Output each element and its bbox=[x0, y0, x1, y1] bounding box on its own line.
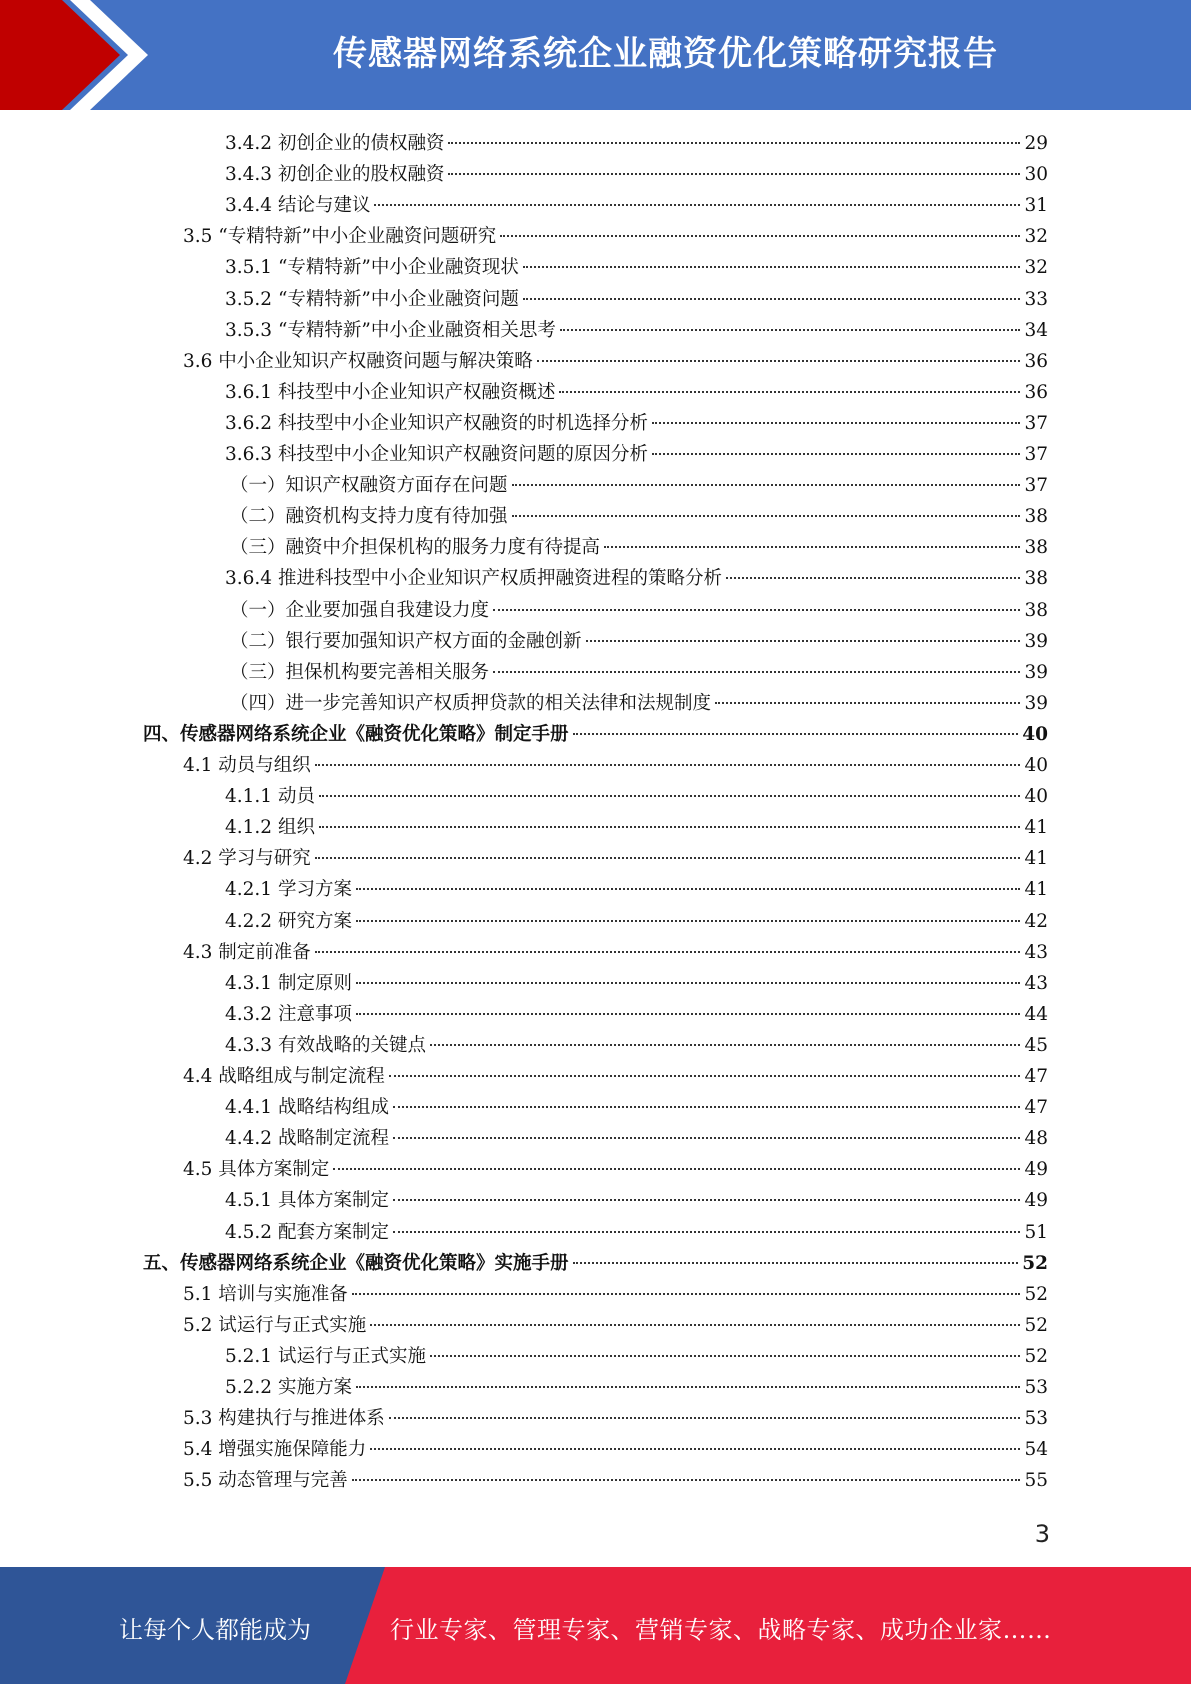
toc-entry-page: 31 bbox=[1024, 195, 1048, 217]
toc-entry-label: 5.2.1 试运行与正式实施 bbox=[225, 1345, 426, 1367]
toc-entry-page: 34 bbox=[1024, 319, 1048, 341]
toc-entry[interactable] bbox=[230, 657, 1048, 688]
toc-entry-label: （四）进一步完善知识产权质押贷款的相关法律和法规制度 bbox=[230, 692, 712, 714]
toc-dot-leader bbox=[430, 1044, 1020, 1046]
toc-entry[interactable] bbox=[225, 1123, 1048, 1154]
toc-entry-label: 3.6.4 推进科技型中小企业知识产权质押融资进程的策略分析 bbox=[225, 568, 722, 590]
toc-dot-leader bbox=[370, 1324, 1020, 1326]
toc-entry-page: 39 bbox=[1024, 692, 1048, 714]
toc-entry-label: （一）知识产权融资方面存在问题 bbox=[230, 475, 508, 497]
toc-entry-label: （三）融资中介担保机构的服务力度有待提高 bbox=[230, 537, 601, 559]
toc-dot-leader bbox=[356, 920, 1021, 922]
toc-entry-page: 54 bbox=[1024, 1439, 1048, 1461]
toc-dot-leader bbox=[573, 1262, 1019, 1264]
toc-entry[interactable] bbox=[225, 1372, 1048, 1403]
toc-dot-leader bbox=[586, 640, 1021, 642]
toc-entry[interactable] bbox=[230, 626, 1048, 657]
toc-entry[interactable] bbox=[230, 595, 1048, 626]
toc-dot-leader bbox=[352, 1293, 1021, 1295]
toc-entry-label: 4.3.2 注意事项 bbox=[225, 1003, 352, 1025]
toc-entry-page: 36 bbox=[1024, 350, 1048, 372]
toc-entry[interactable] bbox=[225, 1217, 1048, 1248]
toc-entry-label: （三）担保机构要完善相关服务 bbox=[230, 661, 490, 683]
toc-dot-leader bbox=[537, 360, 1021, 362]
toc-entry-label: 4.3.3 有效战略的关键点 bbox=[225, 1034, 426, 1056]
toc-entry-page: 38 bbox=[1024, 537, 1048, 559]
toc-entry-label: 3.4.2 初创企业的债权融资 bbox=[225, 133, 445, 154]
toc-entry-page: 41 bbox=[1024, 848, 1048, 870]
toc-entry-label: 4.5.1 具体方案制定 bbox=[225, 1190, 389, 1212]
toc-dot-leader bbox=[715, 702, 1020, 704]
toc-entry[interactable] bbox=[225, 159, 1048, 190]
toc-dot-leader bbox=[559, 391, 1020, 393]
toc-entry[interactable] bbox=[225, 968, 1048, 999]
toc-entry-label: 4.4.1 战略结构组成 bbox=[225, 1097, 389, 1119]
toc-entry-label: 5.2.2 实施方案 bbox=[225, 1377, 352, 1398]
toc-entry-label: （一）企业要加强自我建设力度 bbox=[230, 599, 490, 621]
toc-entry-label: 3.6 中小企业知识产权融资问题与解决策略 bbox=[183, 350, 533, 372]
toc-entry-label: 4.2.2 研究方案 bbox=[225, 910, 352, 932]
toc-entry-page: 40 bbox=[1022, 723, 1048, 745]
toc-entry[interactable] bbox=[225, 1030, 1048, 1061]
toc-entry[interactable] bbox=[183, 346, 1048, 377]
toc-entry-label: 4.2 学习与研究 bbox=[183, 848, 311, 870]
toc-entry-label: 4.3 制定前准备 bbox=[183, 941, 311, 963]
toc-entry-page: 36 bbox=[1024, 381, 1048, 403]
toc-entry[interactable] bbox=[183, 1434, 1048, 1465]
toc-dot-leader bbox=[500, 235, 1020, 237]
toc-entry-page: 47 bbox=[1024, 1097, 1048, 1119]
toc-entry-page: 43 bbox=[1024, 941, 1048, 963]
toc-entry-page: 29 bbox=[1024, 133, 1048, 154]
toc-entry-label: 3.5.2 “专精特新”中小企业融资问题 bbox=[225, 288, 519, 310]
toc-entry-page: 48 bbox=[1024, 1128, 1048, 1150]
toc-entry-page: 37 bbox=[1024, 475, 1048, 497]
toc-entry-label: 5.2 试运行与正式实施 bbox=[183, 1314, 367, 1336]
toc-entry[interactable] bbox=[183, 843, 1048, 874]
toc-entry[interactable] bbox=[230, 688, 1048, 719]
toc-entry[interactable] bbox=[225, 1185, 1048, 1216]
toc-dot-leader bbox=[448, 142, 1020, 144]
toc-dot-leader bbox=[393, 1199, 1020, 1201]
toc-entry-page: 49 bbox=[1024, 1159, 1048, 1181]
toc-entry[interactable] bbox=[143, 719, 1048, 750]
footer-slogan-right: 行业专家、管理专家、营销专家、战略专家、成功企业家…… bbox=[390, 1616, 1052, 1644]
toc-entry[interactable] bbox=[183, 1403, 1048, 1434]
toc-dot-leader bbox=[319, 826, 1021, 828]
header-banner bbox=[0, 0, 1191, 110]
toc-entry-label: 4.3.1 制定原则 bbox=[225, 972, 352, 994]
toc-entry[interactable] bbox=[225, 812, 1048, 843]
toc-entry-label: 3.6.2 科技型中小企业知识产权融资的时机选择分析 bbox=[225, 412, 648, 434]
toc-dot-leader bbox=[370, 1448, 1020, 1450]
toc-entry-page: 37 bbox=[1024, 444, 1048, 465]
toc-entry-page: 53 bbox=[1024, 1408, 1048, 1430]
toc-entry[interactable] bbox=[225, 1341, 1048, 1372]
toc-entry[interactable] bbox=[143, 1248, 1048, 1279]
toc-entry-page: 55 bbox=[1024, 1470, 1048, 1492]
toc-entry[interactable] bbox=[183, 1061, 1048, 1092]
toc-entry[interactable] bbox=[230, 532, 1048, 563]
toc-entry[interactable] bbox=[225, 906, 1048, 937]
toc-dot-leader bbox=[374, 204, 1020, 206]
toc-dot-leader bbox=[493, 671, 1020, 673]
toc-dot-leader bbox=[356, 982, 1021, 984]
toc-entry-page: 52 bbox=[1024, 1283, 1048, 1305]
toc-entry-label: 4.4.2 战略制定流程 bbox=[225, 1128, 389, 1150]
toc-dot-leader bbox=[512, 515, 1021, 517]
toc-entry-label: （二）融资机构支持力度有待加强 bbox=[230, 506, 508, 528]
toc-dot-leader bbox=[523, 298, 1021, 300]
toc-entry[interactable] bbox=[183, 1465, 1048, 1496]
toc-entry-page: 39 bbox=[1024, 630, 1048, 652]
toc-entry-page: 52 bbox=[1022, 1252, 1048, 1274]
toc-entry-page: 38 bbox=[1024, 568, 1048, 590]
toc-dot-leader bbox=[652, 422, 1020, 424]
toc-entry[interactable] bbox=[225, 781, 1048, 812]
toc-entry[interactable] bbox=[230, 470, 1048, 501]
toc-dot-leader bbox=[430, 1355, 1020, 1357]
toc-entry[interactable] bbox=[230, 501, 1048, 532]
toc-entry-page: 38 bbox=[1024, 506, 1048, 528]
toc-dot-leader bbox=[315, 764, 1021, 766]
toc-dot-leader bbox=[356, 1013, 1021, 1015]
toc-entry-page: 42 bbox=[1024, 910, 1048, 932]
toc-dot-leader bbox=[726, 577, 1020, 579]
toc-dot-leader bbox=[356, 888, 1021, 890]
toc-entry-page: 32 bbox=[1024, 257, 1048, 279]
toc-entry-label: 4.4 战略组成与制定流程 bbox=[183, 1066, 385, 1087]
document-title: 传感器网络系统企业融资优化策略研究报告 bbox=[333, 34, 998, 74]
toc-dot-leader bbox=[512, 484, 1021, 486]
toc-entry-page: 37 bbox=[1024, 412, 1048, 434]
toc-entry-label: 4.5 具体方案制定 bbox=[183, 1159, 330, 1181]
toc-entry-page: 33 bbox=[1024, 288, 1048, 310]
toc-entry-label: 3.6.3 科技型中小企业知识产权融资问题的原因分析 bbox=[225, 444, 648, 465]
toc-entry-page: 40 bbox=[1024, 786, 1048, 808]
toc-entry[interactable] bbox=[183, 937, 1048, 968]
toc-entry[interactable] bbox=[183, 221, 1048, 252]
toc-entry-label: 4.1 动员与组织 bbox=[183, 755, 311, 776]
toc-entry-page: 41 bbox=[1024, 817, 1048, 839]
toc-dot-leader bbox=[389, 1075, 1021, 1077]
toc-entry[interactable] bbox=[225, 190, 1048, 221]
toc-entry-label: 5.5 动态管理与完善 bbox=[183, 1470, 348, 1492]
toc-entry-label: 3.4.4 结论与建议 bbox=[225, 195, 371, 217]
toc-entry-page: 45 bbox=[1024, 1034, 1048, 1056]
toc-dot-leader bbox=[333, 1168, 1020, 1170]
toc-entry-page: 52 bbox=[1024, 1345, 1048, 1367]
toc-dot-leader bbox=[315, 857, 1021, 859]
toc-entry[interactable] bbox=[183, 1279, 1048, 1310]
toc-entry[interactable] bbox=[183, 750, 1048, 781]
toc-entry[interactable] bbox=[225, 315, 1048, 346]
toc-dot-leader bbox=[604, 546, 1020, 548]
toc-dot-leader bbox=[493, 609, 1020, 611]
toc-entry-label: 5.3 构建执行与推进体系 bbox=[183, 1408, 385, 1430]
toc-entry-label: 4.1.1 动员 bbox=[225, 786, 315, 808]
toc-entry[interactable] bbox=[225, 377, 1048, 408]
toc-dot-leader bbox=[393, 1231, 1020, 1233]
toc-entry-label: 4.1.2 组织 bbox=[225, 817, 315, 839]
toc-entry-page: 40 bbox=[1024, 755, 1048, 776]
toc-entry-label: （二）银行要加强知识产权方面的金融创新 bbox=[230, 630, 582, 652]
footer-slogan-left: 让每个人都能成为 bbox=[119, 1616, 311, 1644]
toc-entry[interactable] bbox=[225, 439, 1048, 470]
toc-entry-page: 39 bbox=[1024, 661, 1048, 683]
toc-entry-label: 4.5.2 配套方案制定 bbox=[225, 1221, 389, 1243]
toc-dot-leader bbox=[573, 733, 1019, 735]
toc-entry-page: 47 bbox=[1024, 1066, 1048, 1087]
toc-entry-page: 38 bbox=[1024, 599, 1048, 621]
toc-entry-label: 五、传感器网络系统企业《融资优化策略》实施手册 bbox=[143, 1252, 569, 1274]
toc-entry[interactable] bbox=[183, 1154, 1048, 1185]
toc-entry-page: 44 bbox=[1024, 1003, 1048, 1025]
toc-entry[interactable] bbox=[225, 284, 1048, 315]
toc-entry[interactable] bbox=[225, 128, 1048, 159]
toc-entry-label: 3.5.1 “专精特新”中小企业融资现状 bbox=[225, 257, 519, 279]
toc-entry-label: 5.4 增强实施保障能力 bbox=[183, 1439, 367, 1461]
toc-entry[interactable] bbox=[225, 1092, 1048, 1123]
toc-entry-label: 3.5.3 “专精特新”中小企业融资相关思考 bbox=[225, 319, 556, 341]
toc-entry-label: 5.1 培训与实施准备 bbox=[183, 1283, 348, 1305]
toc-dot-leader bbox=[356, 1386, 1021, 1388]
page-number: 3 bbox=[1034, 1520, 1050, 1548]
toc-dot-leader bbox=[319, 795, 1021, 797]
toc-entry[interactable] bbox=[225, 252, 1048, 283]
toc-entry-page: 41 bbox=[1024, 879, 1048, 901]
toc-entry-label: 4.2.1 学习方案 bbox=[225, 879, 352, 901]
toc-dot-leader bbox=[315, 951, 1021, 953]
toc-entry-label: 3.5 “专精特新”中小企业融资问题研究 bbox=[183, 226, 497, 248]
toc-dot-leader bbox=[448, 173, 1020, 175]
toc-entry-page: 32 bbox=[1024, 226, 1048, 248]
toc-entry-page: 30 bbox=[1024, 164, 1048, 186]
toc-dot-leader bbox=[652, 453, 1020, 455]
toc-entry-page: 53 bbox=[1024, 1377, 1048, 1398]
toc-dot-leader bbox=[560, 329, 1021, 331]
toc-entry[interactable] bbox=[225, 408, 1048, 439]
toc-entry[interactable] bbox=[225, 874, 1048, 905]
toc-dot-leader bbox=[389, 1417, 1021, 1419]
toc-entry-page: 49 bbox=[1024, 1190, 1048, 1212]
toc-dot-leader bbox=[523, 266, 1021, 268]
toc-entry-label: 四、传感器网络系统企业《融资优化策略》制定手册 bbox=[143, 723, 569, 745]
toc-entry-page: 51 bbox=[1024, 1221, 1048, 1243]
toc-entry[interactable] bbox=[225, 999, 1048, 1030]
toc-entry[interactable] bbox=[183, 1310, 1048, 1341]
toc-entry-label: 3.6.1 科技型中小企业知识产权融资概述 bbox=[225, 381, 556, 403]
toc-entry[interactable] bbox=[225, 563, 1048, 594]
toc-entry-page: 52 bbox=[1024, 1314, 1048, 1336]
toc-dot-leader bbox=[352, 1479, 1021, 1481]
toc-dot-leader bbox=[393, 1137, 1020, 1139]
toc-entry-label: 3.4.3 初创企业的股权融资 bbox=[225, 164, 445, 186]
toc-entry-page: 43 bbox=[1024, 972, 1048, 994]
toc-dot-leader bbox=[393, 1106, 1020, 1108]
